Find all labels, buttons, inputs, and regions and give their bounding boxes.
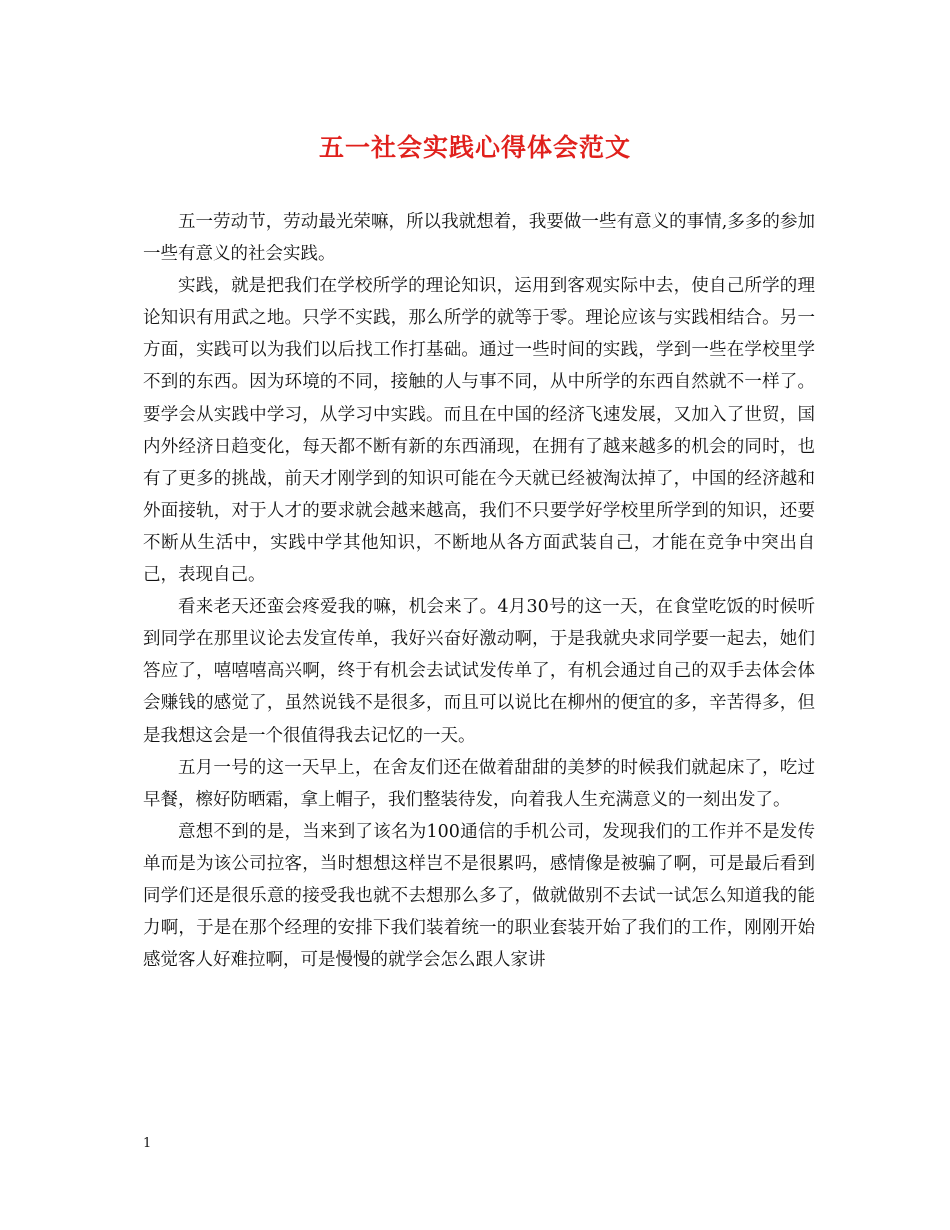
paragraph-1: 五一劳动节，劳动最光荣嘛，所以我就想着，我要做一些有意义的事情,多多的参加一些有意义的社会实践。 bbox=[143, 212, 815, 265]
document-body bbox=[143, 206, 815, 976]
paragraph-5: 意想不到的是，当来到了该名为100通信的手机公司，发现我们的工作并不是发传单而是为该公司拉客，当时想想这样岂不是很累吗，感情像是被骗了啊，可是最后看到同学们还是很乐意的接受我也就不去想那么多了，做就做别不去试一试怎么知道我的能力啊，于是在那个经理的安排下我们装着统一的职业套装开始了我们的工作，刚刚开始感觉客人好难拉啊，可是慢慢的就学会怎么跟人家讲 bbox=[143, 821, 815, 971]
paragraph-2: 实践，就是把我们在学校所学的理论知识，运用到客观实际中去，使自己所学的理论知识有用武之地。只学不实践，那么所学的就等于零。理论应该与实践相结合。另一方面，实践可以为我们以后找工作打基础。通过一些时间的实践，学到一些在学校里学不到的东西。因为环境的不同，接触的人与事不同，从中所学的东西自然就不一样了。要学会从实践中学习，从学习中实践。而且在中国的经济飞速发展，又加入了世贸，国内外经济日趋变化，每天都不断有新的东西涌现，在拥有了越来越多的机会的同时，也有了更多的挑战，前天才刚学到的知识可能在今天就已经被淘汰掉了，中国的经济越和外面接轨，对于人才的要求就会越来越高，我们不只要学好学校里所学到的知识，还要不断从生活中，实践中学其他知识，不断地从各方面武装自己，才能在竞争中突出自己，表现自己。 bbox=[143, 276, 815, 586]
paragraph-3: 看来老天还蛮会疼爱我的嘛，机会来了。4月30号的这一天，在食堂吃饭的时候听到同学在那里议论去发宣传单，我好兴奋好激动啊，于是我就央求同学要一起去，她们答应了，嘻嘻嘻高兴啊，终于有机会去试试发传单了，有机会通过自己的双手去体会体会赚钱的感觉了，虽然说钱不是很多，而且可以说比在柳州的便宜的多，辛苦得多，但是我想这会是一个很值得我去记忆的一天。 bbox=[143, 597, 815, 746]
document-title: 五一社会实践心得体会范文 bbox=[318, 133, 631, 162]
page-number: 1 bbox=[143, 1136, 152, 1151]
paragraph-4: 五月一号的这一天早上，在舍友们还在做着甜甜的美梦的时候我们就起床了，吃过早餐，檫好防晒霜，拿上帽子，我们整装待发，向着我人生充满意义的一刻出发了。 bbox=[143, 757, 815, 810]
